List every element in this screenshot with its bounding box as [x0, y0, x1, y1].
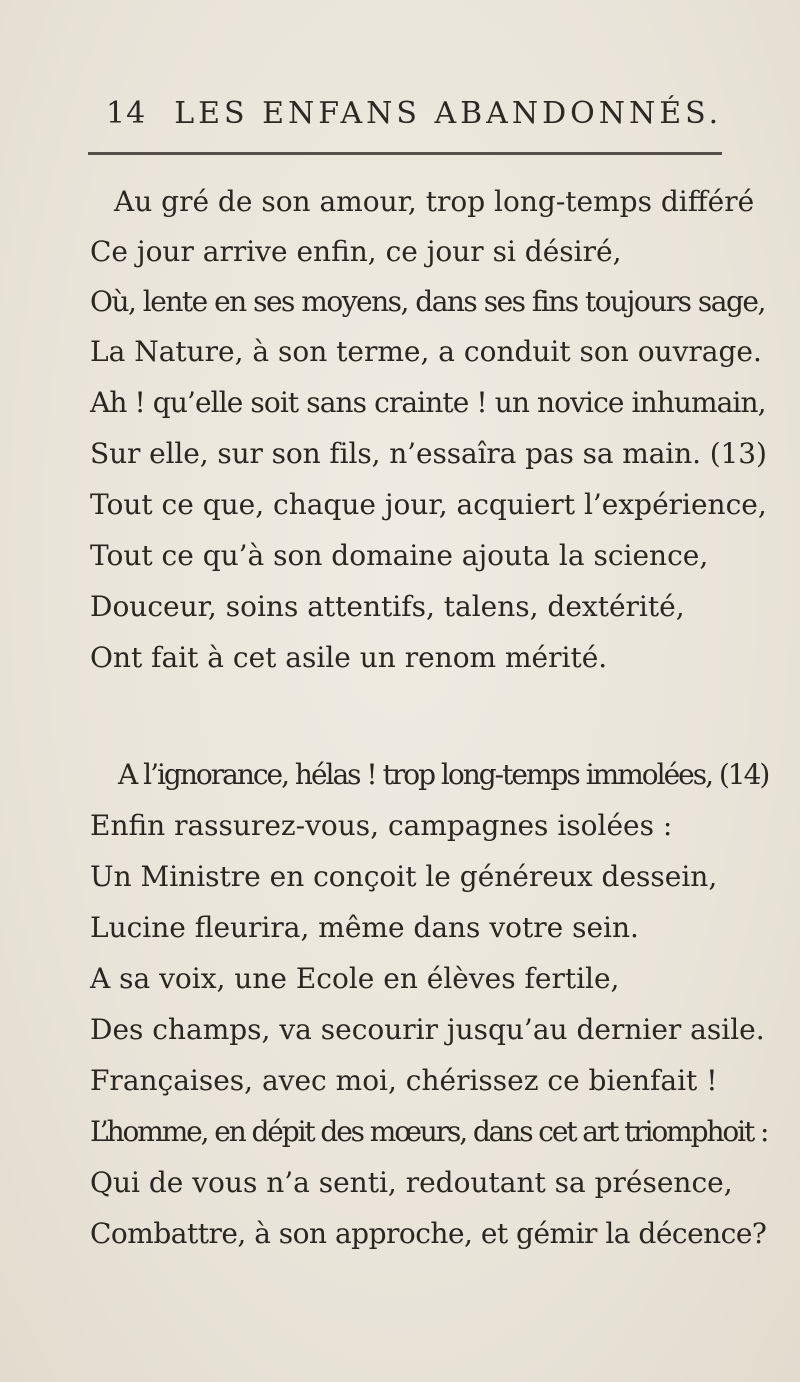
verse-line: Des champs, va secourir jusqu’au dernier asile.: [90, 1013, 765, 1046]
verse-line: L’homme, en dépit des mœurs, dans cet art triomphoit :: [90, 1115, 768, 1148]
verse-line: Enfin rassurez-vous, campagnes isolées :: [90, 809, 673, 842]
running-title: LES ENFANS ABANDONNÉS.: [174, 96, 723, 131]
verse-line: Combattre, à son approche, et gémir la décence?: [90, 1217, 767, 1250]
verse-line: Tout ce qu’à son domaine ajouta la science,: [90, 539, 709, 572]
verse-line: Où, lente en ses moyens, dans ses fins toujours sage,: [90, 285, 765, 318]
verse-line: Tout ce que, chaque jour, acquiert l’expérience,: [90, 488, 767, 521]
verse-line: Ce jour arrive enfin, ce jour si désiré,: [90, 235, 622, 268]
verse-line: A l’ignorance, hélas ! trop long-temps immolées, (14): [118, 758, 769, 791]
verse-line: Françaises, avec moi, chérissez ce bienfait !: [90, 1064, 718, 1097]
verse-line: Qui de vous n’a senti, redoutant sa présence,: [90, 1166, 733, 1199]
verse-line: Sur elle, sur son fils, n’essaîra pas sa main. (13): [90, 437, 767, 470]
header-rule: [88, 152, 722, 155]
verse-line: Ah ! qu’elle soit sans crainte ! un novice inhumain,: [90, 386, 766, 419]
verse-line: Au gré de son amour, trop long-temps différé: [114, 185, 755, 218]
verse-line: Lucine fleurira, même dans votre sein.: [90, 911, 639, 944]
verse-line: Ont fait à cet asile un renom mérité.: [90, 641, 608, 674]
verse-line: Un Ministre en conçoit le généreux dessein,: [90, 860, 718, 893]
verse-line: La Nature, à son terme, a conduit son ouvrage.: [90, 335, 762, 368]
page-header: [106, 96, 726, 140]
verse-line: Douceur, soins attentifs, talens, dextérité,: [90, 590, 685, 623]
verse-line: A sa voix, une Ecole en élèves fertile,: [90, 962, 620, 995]
page-number: 14: [106, 96, 147, 131]
